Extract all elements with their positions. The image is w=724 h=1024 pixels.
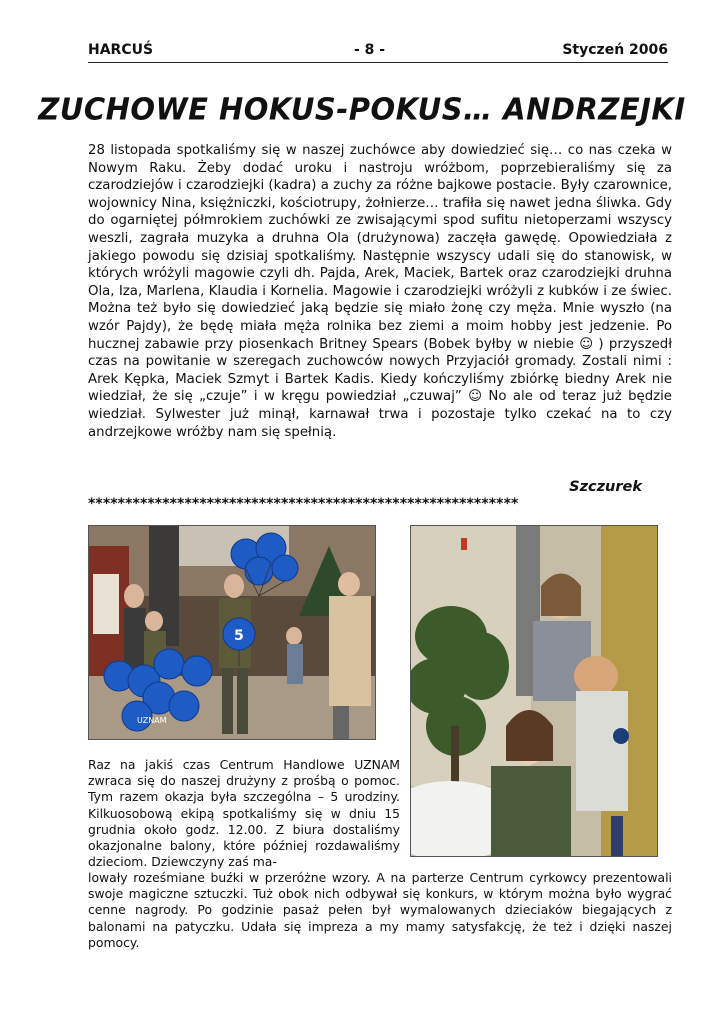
article-body: 28 listopada spotkaliśmy się w naszej zuchówce aby dowiedzieć się… co nas czeka w Nowym Raku. Żeby dodać uroku i nastroju wróżbom, poprzebieraliśmy się za czarodziejów i czarodziejki (kadra) a zuchy za różne bajkowe postacie. Były czarownice, wojownicy Nina, księżniczki, kościotrupy, żołnierze… trafiła się nawet jedna śliwka. Gdy do ogarniętej półmrokiem zuchówki ze zwisającymi spod sufitu nietoperzami wszyscy weszli, zagrała muzyka a druhna Ola (drużynowa) zaczęła gawędę. Opowiedziała z jakiego powodu się dzisiaj spotkaliśmy. Następnie wszyscy udali się do stanowisk, w których wróżyli magowie czyli dh. Pajda, Arek, Maciek, Bartek oraz czarodziejki druhna Ola, Iza, Marlena, Klaudia i Kornelia. Magowie i czarodziejki wróżyli z kubków i ze świec. Można też było się dowiedzieć jaką będzie się miało żonę czy męża. Mnie wyszło (na wzór Pajdy), że będę miała męża rolnika bez ziemi a moim hobby jest jedzenie. Po hucznej zabawie przy piosenkach Britney Spears (Bobek byłby w niebie ☺ ) przyszedł czas na powitanie w szeregach zuchowców nowych Przyjaciół gromady. Zostali nimi : Arek Kępka, Maciek Szmyt i Bartek Kadis. Kiedy kończyliśmy zbiórkę biedny Arek nie wiedział, że się „czuje” i w kręgu powiedział „czuwaj” ☺ No ale od teraz już będzie wiedział. Sylwester już minął, karnawał trwa i pozostaje tylko czekać na to czy andrzejkowe wróżby nam się spełnią. [88, 143, 672, 440]
balloon-brand: UZNAM [137, 716, 167, 725]
article-title: ZUCHOWE HOKUS-POKUS… ANDRZEJKI [38, 91, 686, 127]
photo-balloons [88, 525, 376, 740]
photo-face-painting [410, 525, 658, 857]
caption-part-2: lowały roześmiane buźki w przeróżne wzory. A na parterze Centrum cyrkowcy prezentowali swoje magiczne sztuczki. Tuż obok nich odbywał się konkurs, w którym można było wygrać cenne nagrody. Po godzinie pasaż pełen był wymalowanych dzieciaków biegających z balonami na patyczku. Udała się impreza a my mamy satysfakcję, że też i dzięki naszej pomocy. [88, 870, 672, 950]
newsletter-name: HARCUŚ [88, 42, 154, 58]
page-header [88, 42, 668, 63]
photo-face-painting-illustration [411, 526, 657, 856]
issue-date: Styczeń 2006 [562, 42, 668, 58]
star-separator: ********************************************************** [88, 496, 519, 512]
author-signature: Szczurek [569, 479, 642, 495]
page-number: - 8 - [354, 42, 386, 58]
balloon-number: 5 [234, 628, 244, 644]
photo-balloons-illustration [89, 526, 375, 739]
caption-part-1: Raz na jakiś czas Centrum Handlowe UZNAM zwraca się do naszej drużyny z prośbą o pomoc. Tym razem okazja była szczególna – 5 urodziny. Kilkuosobową ekipą spotkaliśmy się w dniu 15 grudnia około godz. 12.00. Z biura dostaliśmy okazjonalne balony, które później rozdawaliśmy dzieciom. Dziewczyny zaś ma- [88, 757, 400, 870]
